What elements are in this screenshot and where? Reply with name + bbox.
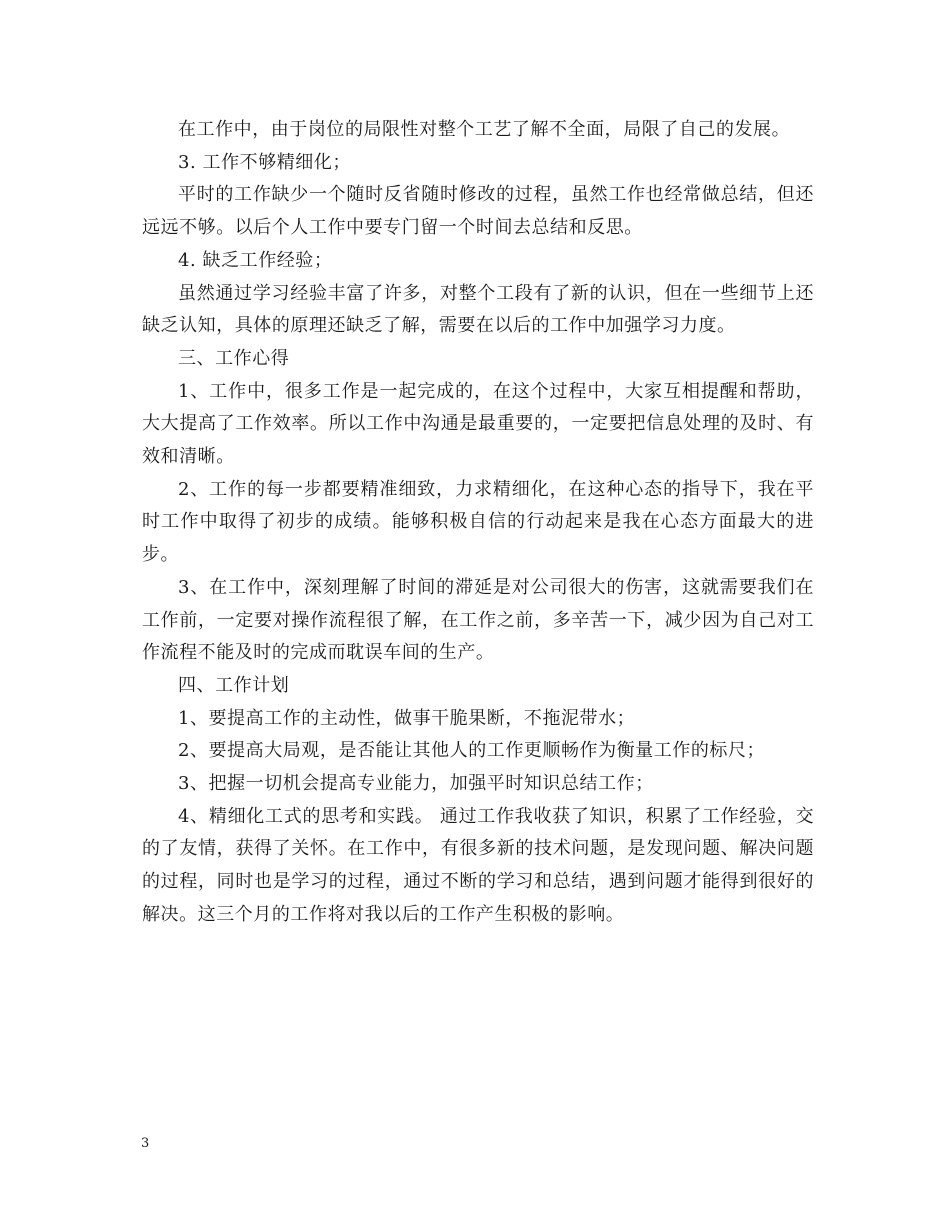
paragraph: 2、工作的每一步都要精准细致，力求精细化，在这种心态的指导下，我在平时工作中取得了初步的成绩。能够积极自信的行动起来是我在心态方面最大的进步。: [142, 478, 814, 566]
section-heading: 三、工作心得: [178, 347, 290, 369]
paragraph: 在工作中，由于岗位的局限性对整个工艺了解不全面，局限了自己的发展。: [178, 119, 791, 140]
paragraph: 3、在工作中，深刻理解了时间的滞延是对公司很大的伤害，这就需要我们在工作前，一定要对操作流程很了解，在工作之前，多辛苦一下，减少因为自己对工作流程不能及时的完成而耽误车间的生产。: [142, 576, 814, 664]
paragraph: 4、精细化工式的思考和实践。 通过工作我收获了知识，积累了工作经验，交的了友情，获得了关怀。在工作中，有很多新的技术问题，是发现问题、解决问题的过程，同时也是学习的过程，通过不断的学习和总结，遇到问题才能得到很好的解决。这三个月的工作将对我以后的工作产生积极的影响。: [142, 805, 814, 925]
document-body: [142, 114, 814, 932]
list-item: 3、把握一切机会提高专业能力，加强平时知识总结工作；: [178, 773, 654, 795]
page-number: 3: [141, 1136, 150, 1151]
list-item: 2、要提高大局观，是否能让其他人的工作更顺畅作为衡量工作的标尺；: [178, 740, 766, 762]
list-heading: 4. 缺乏工作经验；: [178, 249, 333, 271]
list-heading: 3. 工作不够精细化；: [178, 151, 351, 173]
list-item: 1、要提高工作的主动性，做事干脆果断，不拖泥带水；: [178, 707, 636, 729]
paragraph: 1、工作中，很多工作是一起完成的，在这个过程中，大家互相提醒和帮助，大大提高了工作效率。所以工作中沟通是最重要的，一定要把信息处理的及时、有效和清晰。: [142, 380, 814, 468]
paragraph: 平时的工作缺少一个随时反省随时修改的过程，虽然工作也经常做总结，但还远远不够。以后个人工作中要专门留一个时间去总结和反思。: [142, 184, 814, 239]
paragraph: 虽然通过学习经验丰富了许多，对整个工段有了新的认识，但在一些细节上还缺乏认知，具体的原理还缺乏了解，需要在以后的工作中加强学习力度。: [142, 282, 814, 337]
section-heading: 四、工作计划: [178, 674, 290, 696]
